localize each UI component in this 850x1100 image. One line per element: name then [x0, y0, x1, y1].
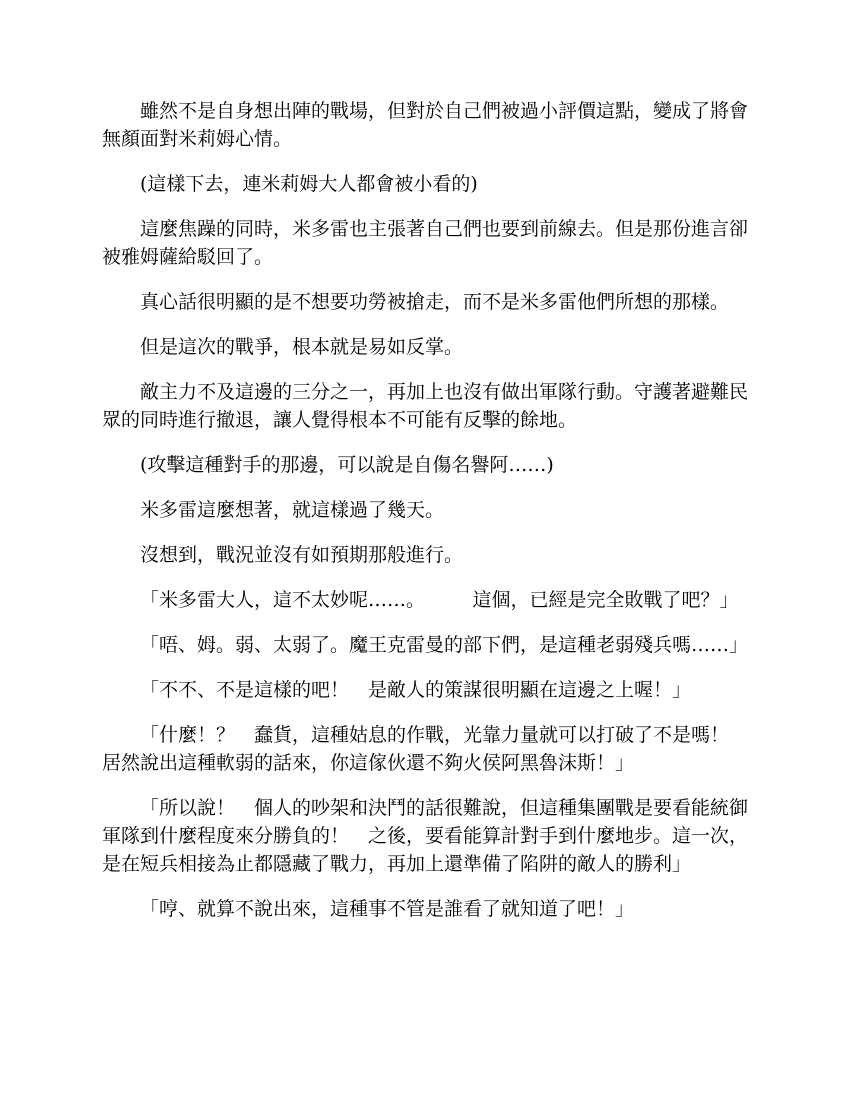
paragraph: 真心話很明顯的是不想要功勞被搶走，而不是米多雷他們所想的那樣。 — [140, 291, 730, 313]
paragraph: 「什麼！？ 蠢貨，這種姑息的作戰，光靠力量就可以打破了不是嗎！ 居然說出這種軟弱的話來，你這傢伙還不夠火侯阿黑魯沫斯！」 — [102, 724, 749, 774]
paragraph: 但是這次的戰爭，根本就是易如反掌。 — [140, 336, 464, 358]
paragraph: 「米多雷大人，這不太妙呢……。 這個，已經是完全敗戰了吧？」 — [140, 589, 739, 611]
paragraph: 「唔、姆。弱、太弱了。魔王克雷曼的部下們，是這種老弱殘兵嗎……」 — [140, 634, 749, 656]
paragraph: 這麼焦躁的同時，米多雷也主張著自己們也要到前線去。但是那份進言卻被雅姆薩給駁回了。 — [102, 218, 749, 268]
paragraph: 「哼、就算不說出來，這種事不管是誰看了就知道了吧！」 — [140, 898, 635, 920]
paragraph: 「所以說！ 個人的吵架和決鬥的話很難說，但這種集團戰是要看能統御軍隊到什麼程度來分勝負的！ 之後，要看能算計對手到什麼地步。這一次，是在短兵相接為止都隱藏了戰力，再加上還準備了陷阱的敵人的勝利」 — [102, 797, 749, 875]
paragraph: 沒想到，戰況並沒有如預期那般進行。 — [140, 544, 464, 566]
paragraph: (攻擊這種對手的那邊，可以說是自傷名譽阿……) — [140, 454, 554, 476]
paragraph: (這樣下去，連米莉姆大人都會被小看的) — [140, 173, 478, 195]
paragraph: 敵主力不及這邊的三分之一，再加上也沒有做出軍隊行動。守護著避難民眾的同時進行撤退，讓人覺得根本不可能有反擊的餘地。 — [102, 381, 749, 431]
paragraph: 米多雷這麼想著，就這樣過了幾天。 — [140, 499, 445, 521]
document-page — [102, 97, 752, 940]
paragraph: 雖然不是自身想出陣的戰場，但對於自己們被過小評價這點，變成了將會無顏面對米莉姆心情。 — [102, 100, 749, 150]
paragraph: 「不不、不是這樣的吧！ 是敵人的策謀很明顯在這邊之上喔！」 — [140, 679, 692, 701]
